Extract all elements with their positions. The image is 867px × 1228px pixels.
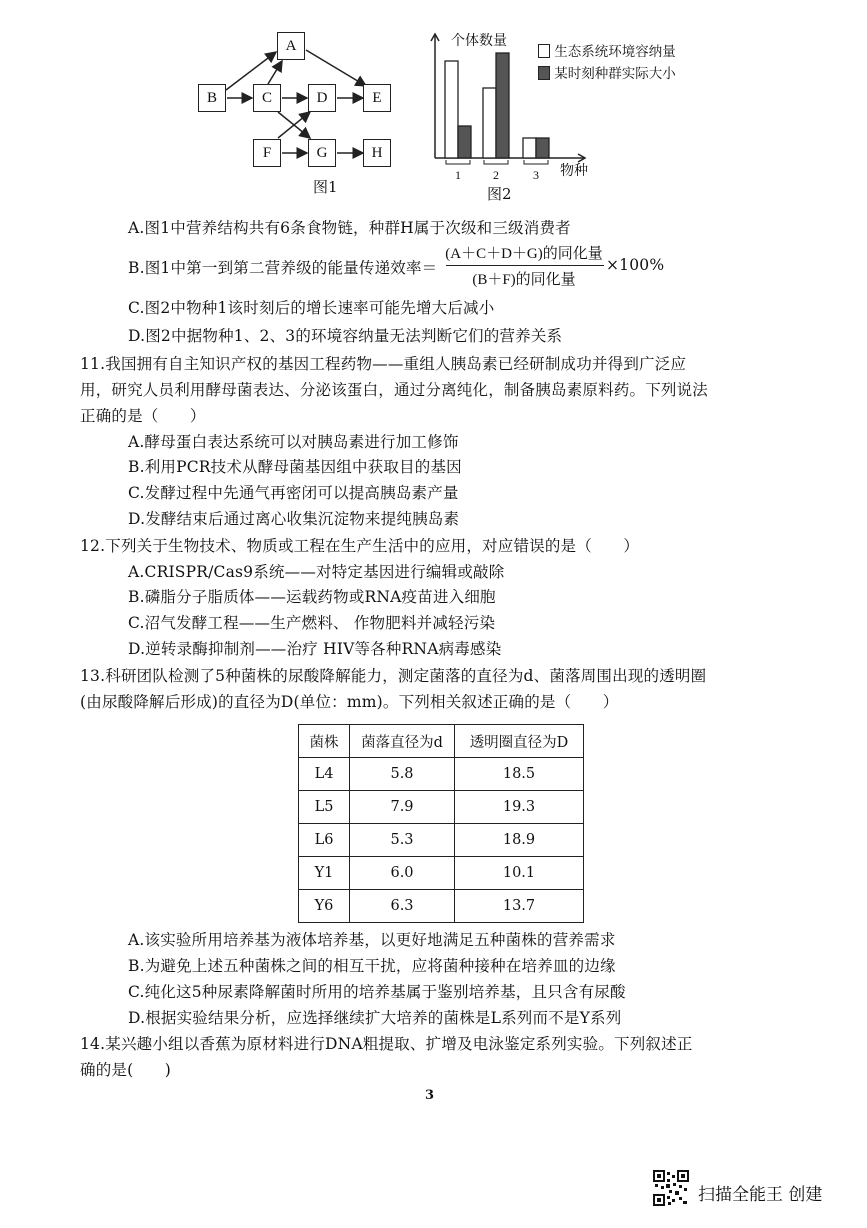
legend-item-capacity: [538, 40, 676, 60]
q10-option-c: C.图2中物种1该时刻后的增长速率可能先增大后减小: [128, 299, 495, 317]
table-cell: 6.0: [350, 857, 455, 890]
table-row: [299, 824, 584, 857]
q13-option-b: B.为避免上述五种菌株之间的相互干扰，应将菌种接种在培养皿的边缘: [128, 957, 616, 975]
table-row: [299, 857, 584, 890]
q11-option-b: B.利用PCR技术从酵母菌基因组中获取目的基因: [128, 458, 462, 476]
q10-option-b-prefix: B.图1中第一到第二营养级的能量传递效率＝: [128, 259, 438, 277]
table-header-colony-diameter: 菌落直径为d: [350, 725, 455, 758]
q13-option-c: C.纯化这5种尿素降解菌时所用的培养基属于鉴别培养基，且只含有尿酸: [128, 983, 626, 1001]
q12-option-a: A.CRISPR/Cas9系统——对特定基因进行编辑或敲除: [128, 563, 505, 581]
bracket-species-1: [446, 160, 470, 164]
legend-label-actual: 某时刻种群实际大小: [554, 66, 676, 82]
bar-species-2-series-1: [483, 88, 496, 158]
table-cell: 5.8: [350, 758, 455, 791]
bracket-species-3: [524, 160, 548, 164]
q11-option-a: A.酵母蛋白表达系统可以对胰岛素进行加工修饰: [128, 433, 459, 451]
q13-stem-line-2: (由尿酸降解后形成)的直径为D(单位：mm)。下列相关叙述正确的是（ ）: [80, 693, 619, 711]
q12-option-c: C.沼气发酵工程——生产燃料、 作物肥料并减轻污染: [128, 614, 496, 632]
table-cell: 18.9: [455, 824, 584, 857]
table-cell: L5: [299, 791, 350, 824]
figure-2-caption: 图2: [487, 185, 512, 203]
bar-species-2-series-2: [496, 53, 509, 158]
node-d: D: [308, 84, 336, 112]
bar-species-1-series-2: [458, 126, 471, 158]
legend-swatch-capacity: [538, 44, 550, 58]
q11-stem-line-3: 正确的是（ ）: [80, 407, 206, 425]
node-f: F: [253, 139, 281, 167]
legend-label-capacity: 生态系统环境容纳量: [554, 44, 676, 60]
table-row: [299, 758, 584, 791]
bar-species-3-series-1: [523, 138, 536, 158]
table-cell: L4: [299, 758, 350, 791]
q13-stem-line-1: 13.科研团队检测了5种菌株的尿酸降解能力，测定菌落的直径为d、菌落周围出现的透明圈: [80, 667, 707, 685]
q14-stem-line-1: 14.某兴趣小组以香蕉为原材料进行DNA粗提取、扩增及电泳鉴定系列实验。下列叙述正: [80, 1035, 693, 1053]
q10-option-b-denominator: (B＋F)的同化量: [472, 272, 576, 288]
node-g: G: [308, 139, 336, 167]
table-cell: 13.7: [455, 890, 584, 923]
table-row: [299, 791, 584, 824]
node-e: E: [363, 84, 391, 112]
table-header-strain: 菌株: [299, 725, 350, 758]
footer-watermark-text: 扫描全能王 创建: [698, 1185, 823, 1205]
bracket-species-2: [484, 160, 508, 164]
q11-stem-line-2: 用，研究人员利用酵母菌表达、分泌该蛋白，通过分离纯化，制备胰岛素原料药。下列说法: [80, 381, 709, 399]
legend-item-actual: [538, 62, 676, 82]
table-cell: Y6: [299, 890, 350, 923]
q13-option-a: A.该实验所用培养基为液体培养基，以更好地满足五种菌株的营养需求: [128, 931, 616, 949]
table-row: [299, 890, 584, 923]
table-cell: 19.3: [455, 791, 584, 824]
table-header-halo-diameter: 透明圈直径为D: [455, 725, 584, 758]
table-cell: Y1: [299, 857, 350, 890]
tick-label-species-3: 3: [533, 168, 539, 182]
q12-stem: 12.下列关于生物技术、物质或工程在生产生活中的应用，对应错误的是（ ）: [80, 537, 640, 555]
q11-stem-line-1: 11.我国拥有自主知识产权的基因工程药物——重组人胰岛素已经研制成功并得到广泛应: [80, 355, 687, 373]
q10-option-b-suffix: ×100%: [606, 256, 665, 274]
chart-y-label: 个体数量: [451, 33, 507, 49]
table-cell: 18.5: [455, 758, 584, 791]
tick-label-species-2: 2: [493, 168, 499, 182]
bar-species-3-series-2: [536, 138, 549, 158]
table-header-row: [299, 725, 584, 758]
q12-option-d: D.逆转录酶抑制剂——治疗 HIV等各种RNA病毒感染: [128, 640, 502, 658]
legend-swatch-actual: [538, 66, 550, 80]
fraction-bar: [446, 265, 604, 266]
q10-option-d: D.图2中据物种1、2、3的环境容纳量无法判断它们的营养关系: [128, 327, 563, 345]
q14-stem-line-2: 确的是( ): [80, 1061, 171, 1079]
tick-label-species-1: 1: [455, 168, 461, 182]
figure-1-caption: 图1: [313, 178, 338, 196]
table-cell: L6: [299, 824, 350, 857]
chart-x-label: 物种: [560, 163, 588, 179]
table-cell: 6.3: [350, 890, 455, 923]
node-a: A: [277, 32, 305, 60]
q10-option-b-numerator: (A＋C＋D＋G)的同化量: [445, 246, 603, 262]
node-b: B: [198, 84, 226, 112]
table-cell: 7.9: [350, 791, 455, 824]
page-number: 3: [425, 1088, 435, 1103]
bar-species-1-series-1: [445, 61, 458, 158]
q10-option-a: A.图1中营养结构共有6条食物链，种群H属于次级和三级消费者: [128, 219, 571, 237]
strain-table: [298, 724, 584, 923]
table-cell: 5.3: [350, 824, 455, 857]
q12-option-b: B.磷脂分子脂质体——运载药物或RNA疫苗进入细胞: [128, 588, 496, 606]
q13-option-d: D.根据实验结果分析，应选择继续扩大培养的菌株是L系列而不是Y系列: [128, 1009, 622, 1027]
q11-option-d: D.发酵结束后通过离心收集沉淀物来提纯胰岛素: [128, 510, 460, 528]
table-cell: 10.1: [455, 857, 584, 890]
qr-code-icon: [653, 1170, 689, 1206]
node-h: H: [363, 139, 391, 167]
node-c: C: [253, 84, 281, 112]
q11-option-c: C.发酵过程中先通气再密闭可以提高胰岛素产量: [128, 484, 459, 502]
